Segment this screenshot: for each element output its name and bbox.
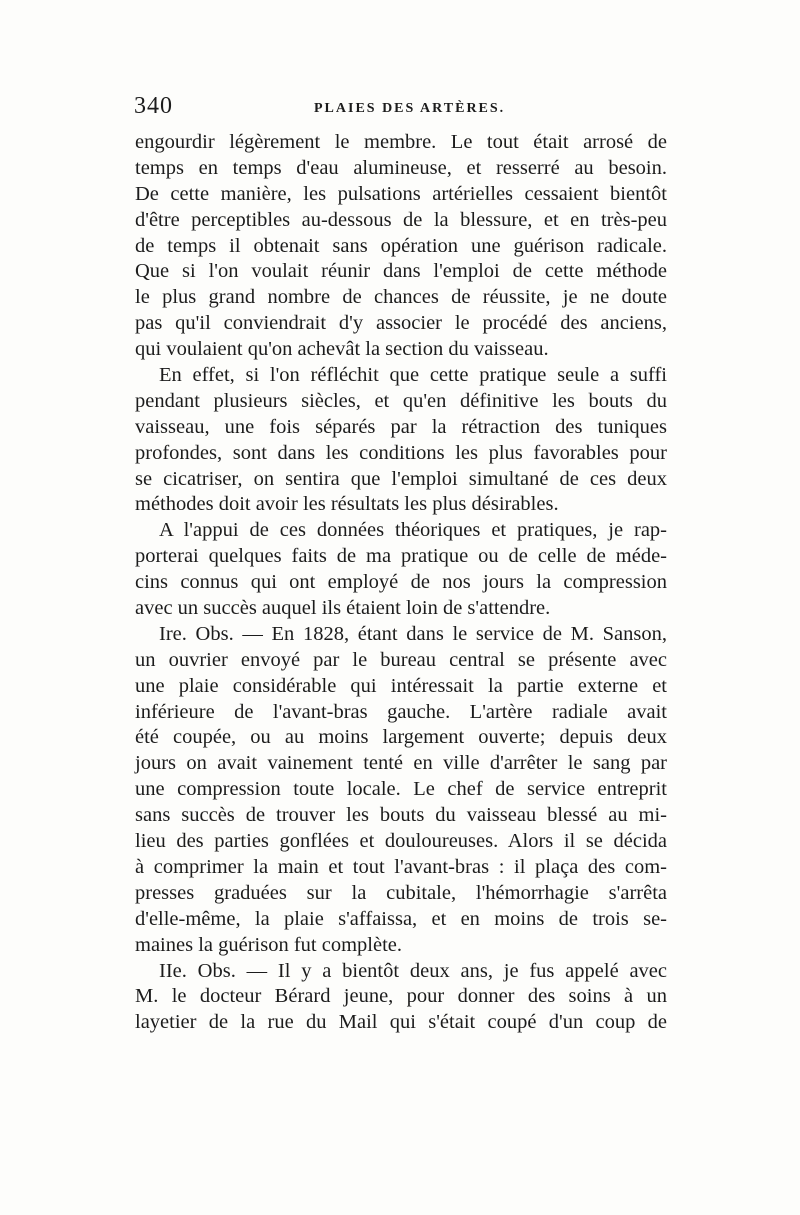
- text-line: le plus grand nombre de chances de réussite, je ne doute: [135, 286, 667, 309]
- text-line: vaisseau, une fois séparés par la rétraction des tuniques: [135, 415, 667, 438]
- text-line: une compression toute locale. Le chef de service entreprit: [135, 778, 667, 801]
- text-line: engourdir légèrement le membre. Le tout était arrosé de: [135, 131, 667, 153]
- text-line: M. le docteur Bérard jeune, pour donner des soins à un: [135, 985, 667, 1008]
- text-line: méthodes doit avoir les résultats les plus désirables.: [135, 493, 559, 516]
- running-title: PLAIES DES ARTÈRES.: [314, 101, 506, 116]
- text-line: un ouvrier envoyé par le bureau central se présente avec: [135, 648, 667, 671]
- text-line: De cette manière, les pulsations artérielles cessaient bientôt: [135, 182, 667, 205]
- text-line: lieu des parties gonflées et douloureuses. Alors il se décida: [135, 830, 667, 853]
- text-line: temps en temps d'eau alumineuse, et resserré au besoin.: [135, 156, 667, 179]
- text-line: sans succès de trouver les bouts du vaisseau blessé au mi-: [135, 804, 667, 827]
- text-line: presses graduées sur la cubitale, l'hémorrhagie s'arrêta: [135, 881, 667, 904]
- text-line: profondes, sont dans les conditions les plus favorables pour: [135, 441, 667, 464]
- text-line: de temps il obtenait sans opération une guérison radicale.: [135, 234, 667, 257]
- text-line: inférieure de l'avant-bras gauche. L'artère radiale avait: [135, 700, 667, 723]
- text-line: une plaie considérable qui intéressait la partie externe et: [135, 674, 667, 697]
- page-header: [134, 93, 674, 125]
- text-line: maines la guérison fut complète.: [135, 933, 402, 956]
- text-line: Ire. Obs. — En 1828, étant dans le service de M. Sanson,: [159, 622, 667, 645]
- text-line: d'être perceptibles au-dessous de la blessure, et en très-peu: [135, 208, 667, 231]
- text-line: Que si l'on voulait réunir dans l'emploi de cette méthode: [135, 260, 667, 283]
- body-text: [135, 130, 667, 1036]
- text-line: IIe. Obs. — Il y a bientôt deux ans, je fus appelé avec: [159, 959, 667, 982]
- text-line: cins connus qui ont employé de nos jours la compression: [135, 571, 667, 594]
- text-line: porterai quelques faits de ma pratique ou de celle de méde-: [135, 545, 667, 568]
- text-line: pendant plusieurs siècles, et qu'en définitive les bouts du: [135, 389, 667, 412]
- text-line: pas qu'il conviendrait d'y associer le procédé des anciens,: [135, 312, 667, 335]
- text-line: jours on avait vainement tenté en ville d'arrêter le sang par: [135, 752, 667, 775]
- text-line: layetier de la rue du Mail qui s'était coupé d'un coup de: [135, 1011, 667, 1034]
- text-line: A l'appui de ces données théoriques et pratiques, je rap-: [159, 519, 667, 542]
- text-line: En effet, si l'on réfléchit que cette pratique seule a suffi: [159, 364, 667, 387]
- text-line: d'elle-même, la plaie s'affaissa, et en moins de trois se-: [135, 907, 667, 930]
- text-line: été coupée, ou au moins largement ouverte; depuis deux: [135, 726, 667, 749]
- text-line: se cicatriser, on sentira que l'emploi simultané de ces deux: [135, 467, 667, 490]
- text-line: à comprimer la main et tout l'avant-bras : il plaça des com-: [135, 855, 667, 878]
- text-line: qui voulaient qu'on achevât la section du vaisseau.: [135, 338, 549, 361]
- text-line: avec un succès auquel ils étaient loin de s'attendre.: [135, 597, 551, 620]
- page-number: 340: [134, 93, 173, 119]
